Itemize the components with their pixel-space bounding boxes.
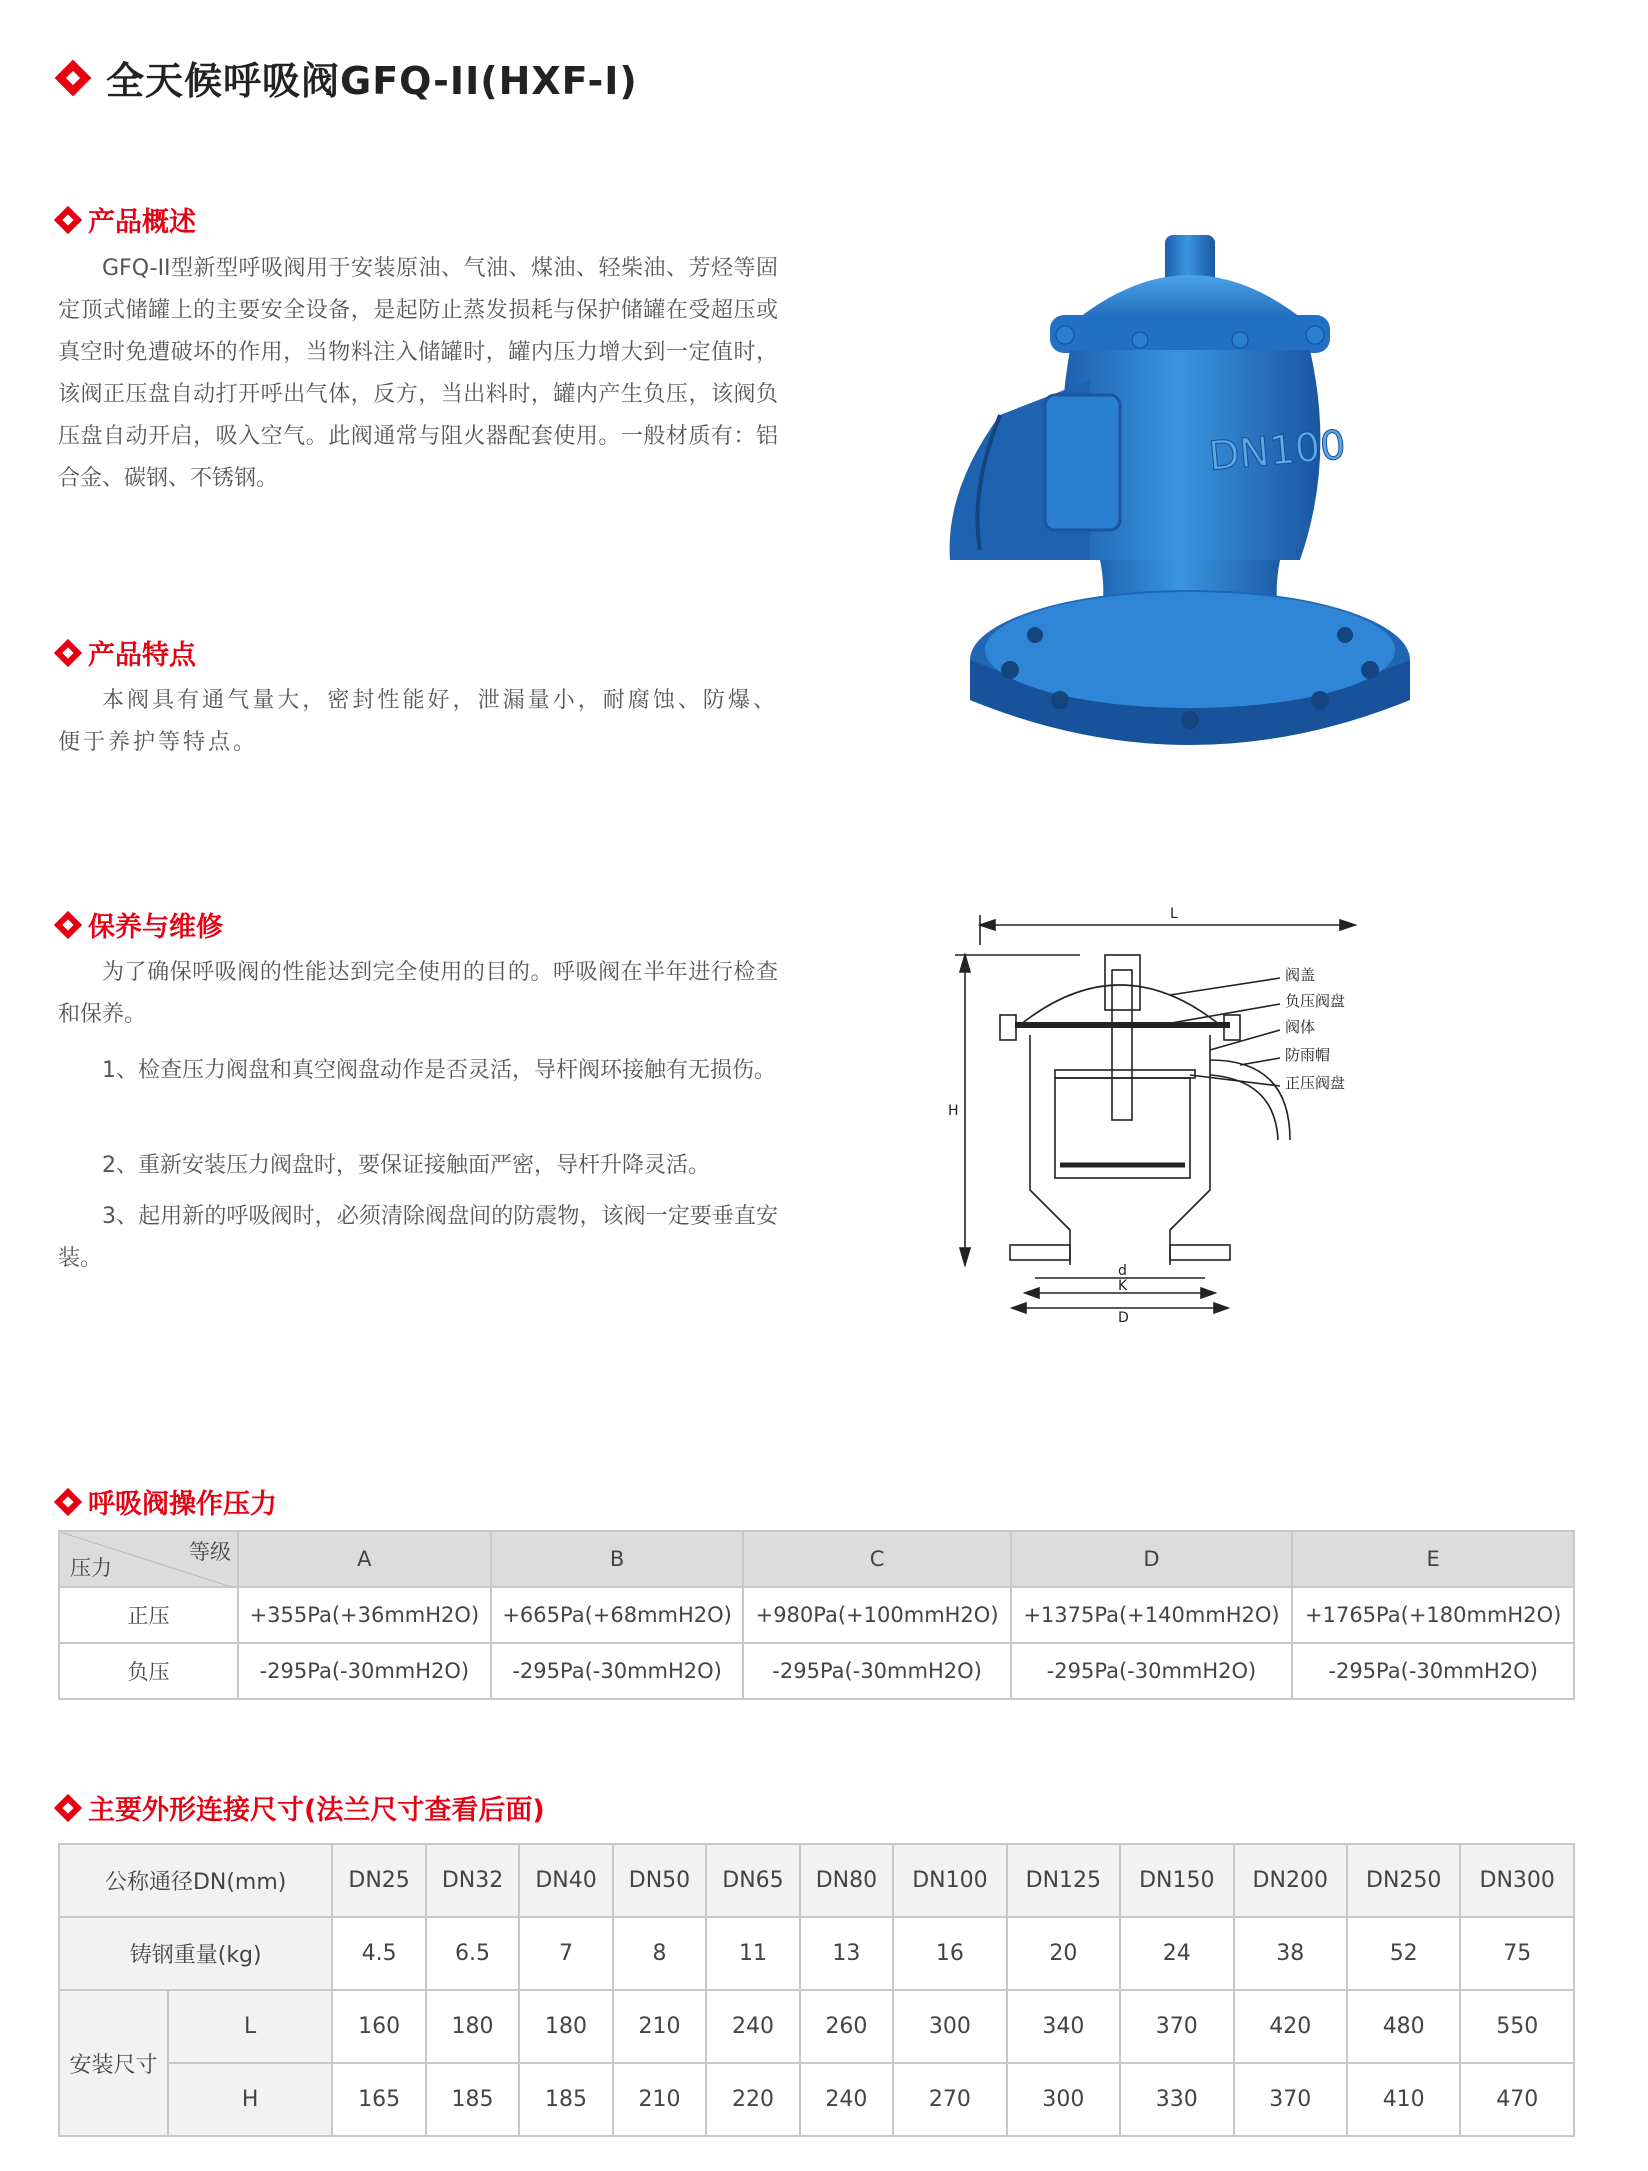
table-cell: +355Pa(+36mmH2O) (238, 1587, 491, 1643)
l-cell: 160 (332, 1990, 425, 2063)
dn-cell: DN200 (1234, 1844, 1347, 1917)
install-label: 安装尺寸 (59, 1990, 168, 2136)
l-cell: 340 (1007, 1990, 1120, 2063)
dn-cell: DN50 (613, 1844, 706, 1917)
weight-cell: 11 (706, 1917, 799, 1990)
weight-cell: 6.5 (426, 1917, 519, 1990)
dn-cell: DN150 (1120, 1844, 1233, 1917)
h-cell: 370 (1234, 2063, 1347, 2136)
weight-cell: 7 (519, 1917, 612, 1990)
dn-label: 公称通径DN(mm) (59, 1844, 332, 1917)
h-row (59, 2063, 1574, 2136)
dn-cell: DN100 (893, 1844, 1006, 1917)
overview-text: GFQ-II型新型呼吸阀用于安装原油、气油、煤油、轻柴油、芳烃等固定顶式储罐上的主要安全设备，是起防止蒸发损耗与保护储罐在受超压或真空时免遭破坏的作用，当物料注入储罐时，罐内压力增大到一定值时，该阀正压盘自动打开呼出气体，反方，当出料时，罐内产生负压，该阀负压盘自动开启，吸入空气。此阀通常与阻火器配套使用。一般材质有：铝合金、碳钢、不锈钢。 (58, 256, 778, 491)
h-label: H (168, 2063, 332, 2136)
features-text: 本阀具有通气量大，密封性能好，泄漏量小，耐腐蚀、防爆、便于养护等特点。 (58, 688, 778, 755)
weight-cell: 24 (1120, 1917, 1233, 1990)
l-cell: 260 (800, 1990, 893, 2063)
features-heading (58, 633, 196, 672)
part-label-vacuum-disc: 负压阀盘 (1285, 992, 1346, 1010)
dn-cell: DN300 (1460, 1844, 1574, 1917)
maintenance-item-1: 1、检查压力阀盘和真空阀盘动作是否灵活，导杆阀环接触有无损伤。 (102, 1058, 776, 1083)
h-cell: 240 (800, 2063, 893, 2136)
pressure-table-heading (58, 1482, 277, 1521)
dn-cell: DN65 (706, 1844, 799, 1917)
maintenance-item-2: 2、重新安装压力阀盘时，要保证接触面严密，导杆升降灵活。 (102, 1153, 710, 1178)
weight-cell: 75 (1460, 1917, 1574, 1990)
h-cell: 220 (706, 2063, 799, 2136)
grade-header: B (491, 1531, 744, 1587)
weight-cell: 8 (613, 1917, 706, 1990)
table-cell: -295Pa(-30mmH2O) (238, 1643, 491, 1699)
l-cell: 210 (613, 1990, 706, 2063)
h-cell: 330 (1120, 2063, 1233, 2136)
dim-label-H: H (948, 1103, 959, 1119)
l-cell: 180 (426, 1990, 519, 2063)
weight-cell: 52 (1347, 1917, 1460, 1990)
dn-row (59, 1844, 1574, 1917)
grade-header: D (1011, 1531, 1293, 1587)
l-cell: 180 (519, 1990, 612, 2063)
part-label-cover: 阀盖 (1285, 966, 1316, 984)
h-cell: 210 (613, 2063, 706, 2136)
dim-label-L: L (1170, 906, 1178, 922)
dn-cell: DN80 (800, 1844, 893, 1917)
weight-cell: 20 (1007, 1917, 1120, 1990)
dim-label-D: D (1118, 1310, 1129, 1326)
features-heading-text: 产品特点 (88, 640, 196, 671)
weight-label: 铸钢重量(kg) (59, 1917, 332, 1990)
row-label: 负压 (59, 1643, 238, 1699)
l-cell: 550 (1460, 1990, 1574, 2063)
pressure-table-heading-text: 呼吸阀操作压力 (88, 1489, 277, 1520)
valve-schematic-diagram (940, 900, 1440, 1330)
diamond-bullet-icon (54, 1793, 82, 1821)
dim-label-K: K (1118, 1278, 1128, 1294)
maintenance-heading-text: 保养与维修 (88, 912, 223, 943)
l-row (59, 1990, 1574, 2063)
grade-header: E (1292, 1531, 1574, 1587)
weight-cell: 4.5 (332, 1917, 425, 1990)
l-label: L (168, 1990, 332, 2063)
dn-cell: DN32 (426, 1844, 519, 1917)
part-label-rain-hood: 防雨帽 (1285, 1046, 1331, 1064)
table-cell: -295Pa(-30mmH2O) (1292, 1643, 1574, 1699)
dimension-table-heading (58, 1788, 545, 1827)
h-cell: 470 (1460, 2063, 1574, 2136)
h-cell: 165 (332, 2063, 425, 2136)
corner-bottom-label: 压力 (70, 1556, 112, 1580)
h-cell: 185 (519, 2063, 612, 2136)
corner-cell (59, 1531, 238, 1587)
dn-cell: DN40 (519, 1844, 612, 1917)
row-label: 正压 (59, 1587, 238, 1643)
dim-label-d: d (1118, 1263, 1127, 1279)
grade-header: A (238, 1531, 491, 1587)
h-cell: 270 (893, 2063, 1006, 2136)
l-cell: 480 (1347, 1990, 1460, 2063)
h-cell: 300 (1007, 2063, 1120, 2136)
pressure-table (58, 1530, 1575, 1700)
table-cell: -295Pa(-30mmH2O) (743, 1643, 1010, 1699)
diamond-bullet-icon (54, 1487, 82, 1515)
diamond-bullet-icon (54, 205, 82, 233)
l-cell: 300 (893, 1990, 1006, 2063)
dn-cell: DN25 (332, 1844, 425, 1917)
dn-cell: DN250 (1347, 1844, 1460, 1917)
page-title-bar (60, 50, 638, 105)
dn-cell: DN125 (1007, 1844, 1120, 1917)
dn-marking: DN100 (1206, 422, 1348, 480)
l-cell: 370 (1120, 1990, 1233, 2063)
weight-row (59, 1917, 1574, 1990)
weight-cell: 38 (1234, 1917, 1347, 1990)
table-cell: +980Pa(+100mmH2O) (743, 1587, 1010, 1643)
weight-cell: 16 (893, 1917, 1006, 1990)
table-cell: +665Pa(+68mmH2O) (491, 1587, 744, 1643)
table-cell: +1765Pa(+180mmH2O) (1292, 1587, 1574, 1643)
maintenance-heading (58, 905, 223, 944)
table-row (59, 1643, 1574, 1699)
diamond-bullet-icon (54, 638, 82, 666)
dimension-table (58, 1843, 1575, 2137)
table-row (59, 1587, 1574, 1643)
maintenance-intro: 为了确保呼吸阀的性能达到完全使用的目的。呼吸阀在半年进行检查和保养。 (58, 960, 778, 1027)
corner-top-label: 等级 (189, 1540, 231, 1564)
dimension-table-heading-text: 主要外形连接尺寸(法兰尺寸查看后面) (88, 1795, 545, 1826)
valve-product-photo (940, 230, 1430, 760)
table-cell: -295Pa(-30mmH2O) (1011, 1643, 1293, 1699)
diamond-bullet-icon (54, 910, 82, 938)
page-title: 全天候呼吸阀GFQ-II(HXF-I) (106, 59, 638, 103)
grade-header: C (743, 1531, 1010, 1587)
part-label-pressure-disc: 正压阀盘 (1285, 1074, 1346, 1092)
overview-heading (58, 200, 196, 239)
table-cell: +1375Pa(+140mmH2O) (1011, 1587, 1293, 1643)
overview-heading-text: 产品概述 (88, 207, 196, 238)
part-label-body: 阀体 (1285, 1018, 1316, 1036)
l-cell: 240 (706, 1990, 799, 2063)
maintenance-item-3: 3、起用新的呼吸阀时，必须清除阀盘间的防震物，该阀一定要垂直安装。 (58, 1204, 778, 1271)
h-cell: 410 (1347, 2063, 1460, 2136)
table-cell: -295Pa(-30mmH2O) (491, 1643, 744, 1699)
pressure-table-header (59, 1531, 1574, 1587)
l-cell: 420 (1234, 1990, 1347, 2063)
diamond-bullet-icon (55, 59, 92, 96)
weight-cell: 13 (800, 1917, 893, 1990)
h-cell: 185 (426, 2063, 519, 2136)
